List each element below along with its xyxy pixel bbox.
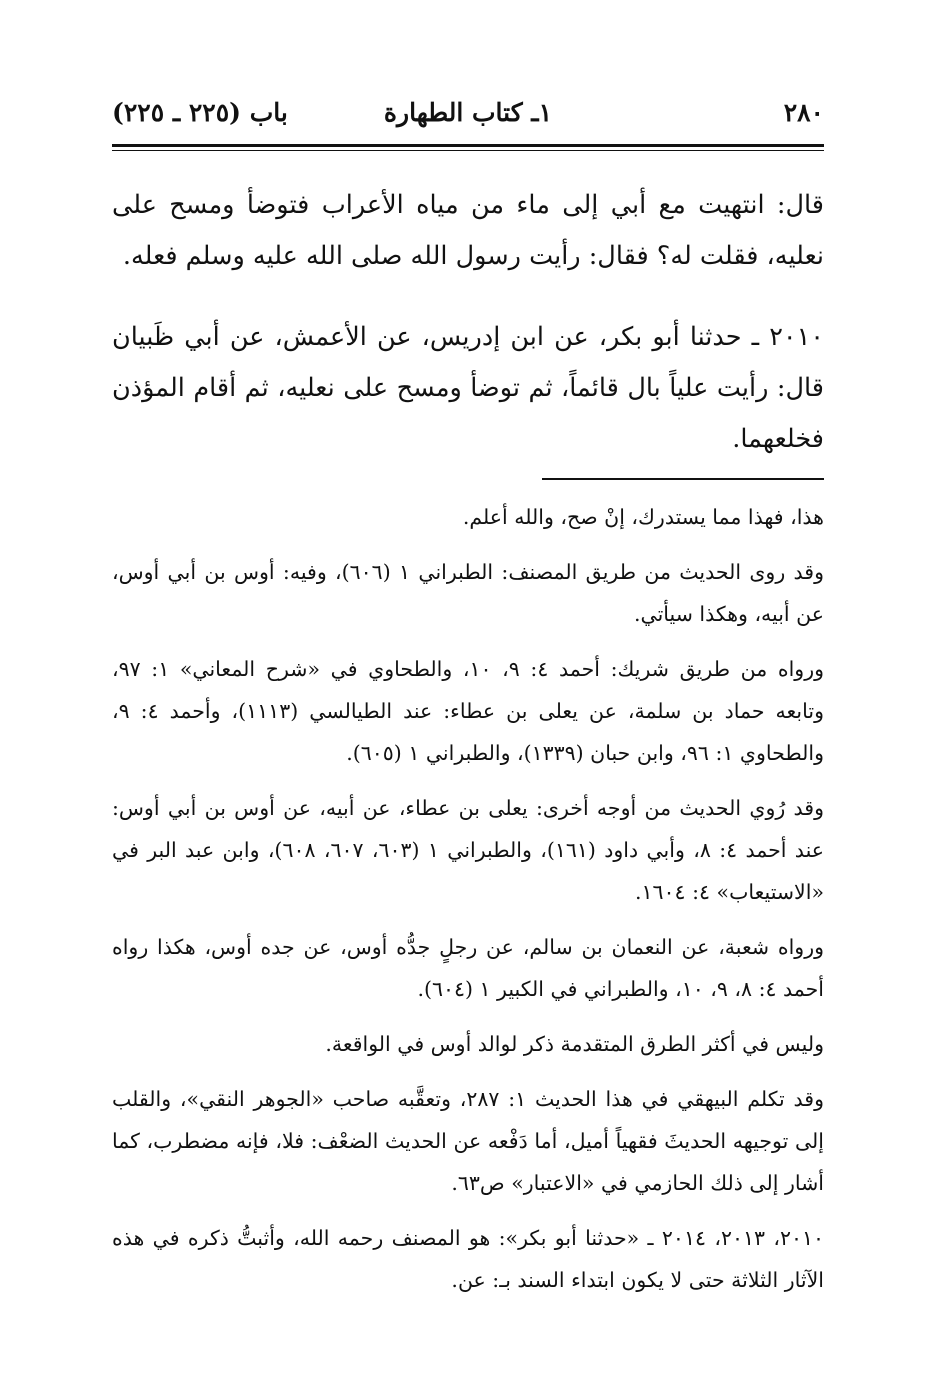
header-rule-thin bbox=[112, 150, 824, 151]
footnote-paragraph: ورواه من طريق شريك: أحمد ٤: ٩، ١٠، والطحاوي في «شرح المعاني» ١: ٩٧، وتابعه حماد بن سلمة، عن يعلى بن عطاء: عند الطيالسي (١١١٣)، وأحمد ٤: ٩، والطحاوي ١: ٩٦، وابن حبان (١٣٣٩)، والطبراني ١ (٦٠٥). bbox=[112, 657, 824, 765]
page-header bbox=[112, 98, 824, 142]
book-title: ١ـ كتاب الطهارة bbox=[383, 98, 553, 127]
footnotes bbox=[112, 496, 824, 1314]
footnote-separator bbox=[542, 478, 824, 480]
main-paragraph: قال: انتهيت مع أبي إلى ماء من مياه الأعراب فتوضأ ومسح على نعليه، فقلت له؟ فقال: رأيت رسول الله صلى الله عليه وسلم فعله. bbox=[112, 190, 824, 271]
page-number: ٢٨٠ bbox=[783, 98, 824, 127]
hadith-2010: ٢٠١٠ ـ حدثنا أبو بكر، عن ابن إدريس، عن الأعمش، عن أبي ظَبيان قال: رأيت علياً بال قائماً، ثم توضأ ومسح على نعليه، ثم أقام المؤذن فخلعهما. bbox=[112, 322, 824, 454]
footnote-paragraph: ورواه شعبة، عن النعمان بن سالم، عن رجلٍ جدُّه أوس، عن جده أوس، هكذا رواه أحمد ٤: ٨، ٩، ١٠، والطبراني في الكبير ١ (٦٠٤). bbox=[112, 935, 824, 1001]
footnote-paragraph: وقد روى الحديث من طريق المصنف: الطبراني ١ (٦٠٦)، وفيه: أوس بن أبي أوس، عن أبيه، وهكذا سيأتي. bbox=[112, 560, 824, 626]
footnote-paragraph: هذا، فهذا مما يستدرك، إنْ صح، والله أعلم. bbox=[462, 505, 824, 529]
footnote-paragraph: وليس في أكثر الطرق المتقدمة ذكر لوالد أوس في الواقعة. bbox=[325, 1032, 824, 1056]
footnote-paragraph: وقد تكلم البيهقي في هذا الحديث ١: ٢٨٧، وتعقَّبه صاحب «الجوهر النقي»، والقلب إلى توجيهه الحديثَ فقهياً أميل، أما دَفْعه عن الحديث الضعْف: فلا، فإنه مضطرب، كما أشار إلى ذلك الحازمي في «الاعتبار» ص٦٣. bbox=[112, 1087, 824, 1195]
header-rule bbox=[112, 144, 824, 147]
main-text bbox=[112, 180, 824, 465]
footnote-paragraph: وقد رُوي الحديث من أوجه أخرى: يعلى بن عطاء، عن أبيه، عن أوس بن أبي أوس: عند أحمد ٤: ٨، وأبي داود (١٦١)، والطبراني ١ (٦٠٣، ٦٠٧، ٦٠٨)، وابن عبد البر في «الاستيعاب» ٤: ١٦٠٤. bbox=[112, 796, 824, 904]
chapter-label: باب (٢٢٥ ـ ٢٢٥) bbox=[112, 98, 288, 127]
footnote-paragraph: ٢٠١٠، ٢٠١٣، ٢٠١٤ ـ «حدثنا أبو بكر»: هو المصنف رحمه الله، وأثبتُّ ذكره في هذه الآثار الثلاثة حتى لا يكون ابتداء السند بـ: عن. bbox=[112, 1226, 824, 1292]
